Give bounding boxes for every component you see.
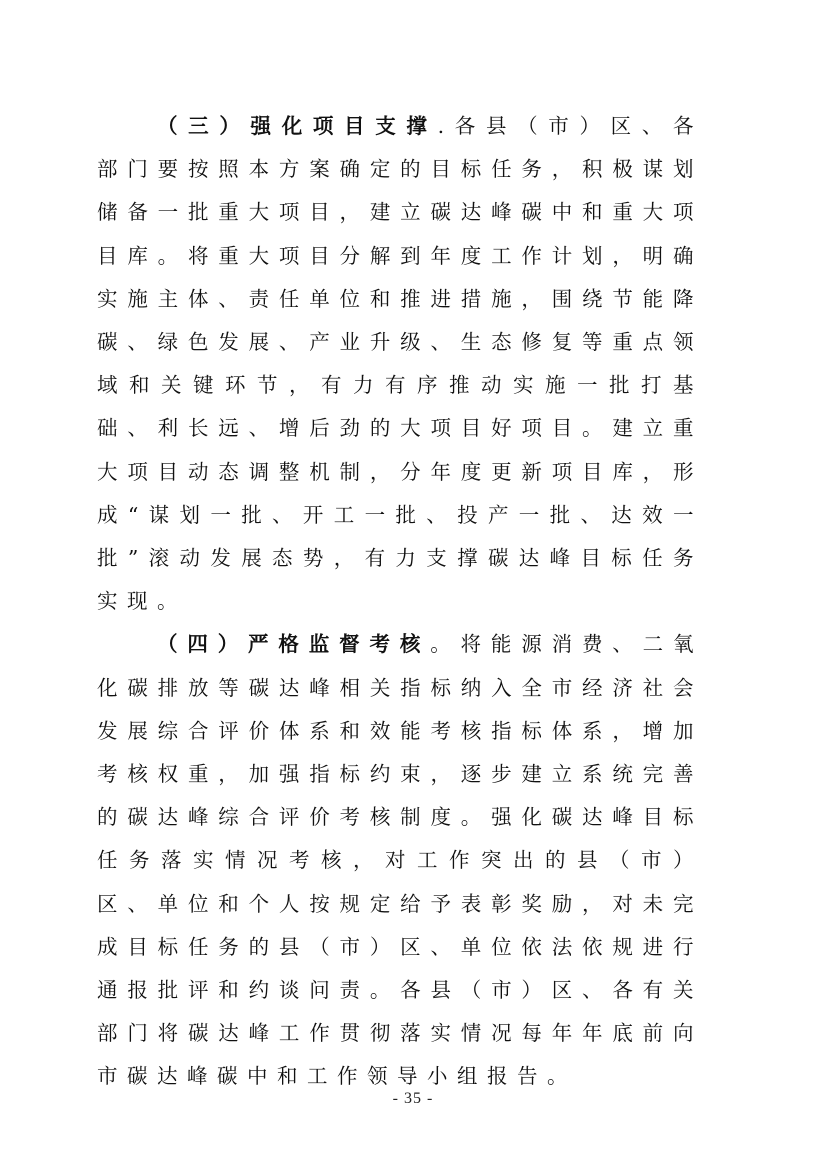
paragraph-text: 。将能源消费、二氧化碳排放等碳达峰相关指标纳入全市经济社会发展综合评价体系和效能考核指标体系，增加考核权重，加强指标约束，逐步建立系统完善的碳达峰综合评价考核制度。强化碳达峰目标任务落实情况考核，对工作突出的县（市）区、单位和个人按规定给予表彰奖励，对未完成目标任务的县（市）区、单位依法依规进行通报批评和约谈问责。各县（市）区、各有关部门将碳达峰工作贯彻落实情况每年年底前向市碳达峰碳中和工作领导小组报告。: [97, 632, 704, 1089]
paragraph-heading: （四）严格监督考核: [157, 632, 431, 657]
paragraph-heading: （三）强化项目支撑: [157, 114, 438, 138]
page-number: - 35 -: [392, 1090, 434, 1107]
paragraph-strengthen-project-support: [97, 105, 703, 623]
document-body: [97, 105, 703, 1099]
paragraph-text: .各县（市）区、各部门要按照本方案确定的目标任务，积极谋划储备一批重大项目，建立碳达峰碳中和重大项目库。将重大项目分解到年度工作计划，明确实施主体、责任单位和推进措施，围绕节能降碳、绿色发展、产业升级、生态修复等重点领域和关键环节，有力有序推动实施一批打基础、利长远、增后劲的大项目好项目。建立重大项目动态调整机制，分年度更新项目库，形成“谋划一批、开工一批、投产一批、达效一批”滚动发展态势，有力支撑碳达峰目标任务实现。: [97, 114, 703, 614]
paragraph-strict-supervision-assessment: [97, 623, 703, 1098]
